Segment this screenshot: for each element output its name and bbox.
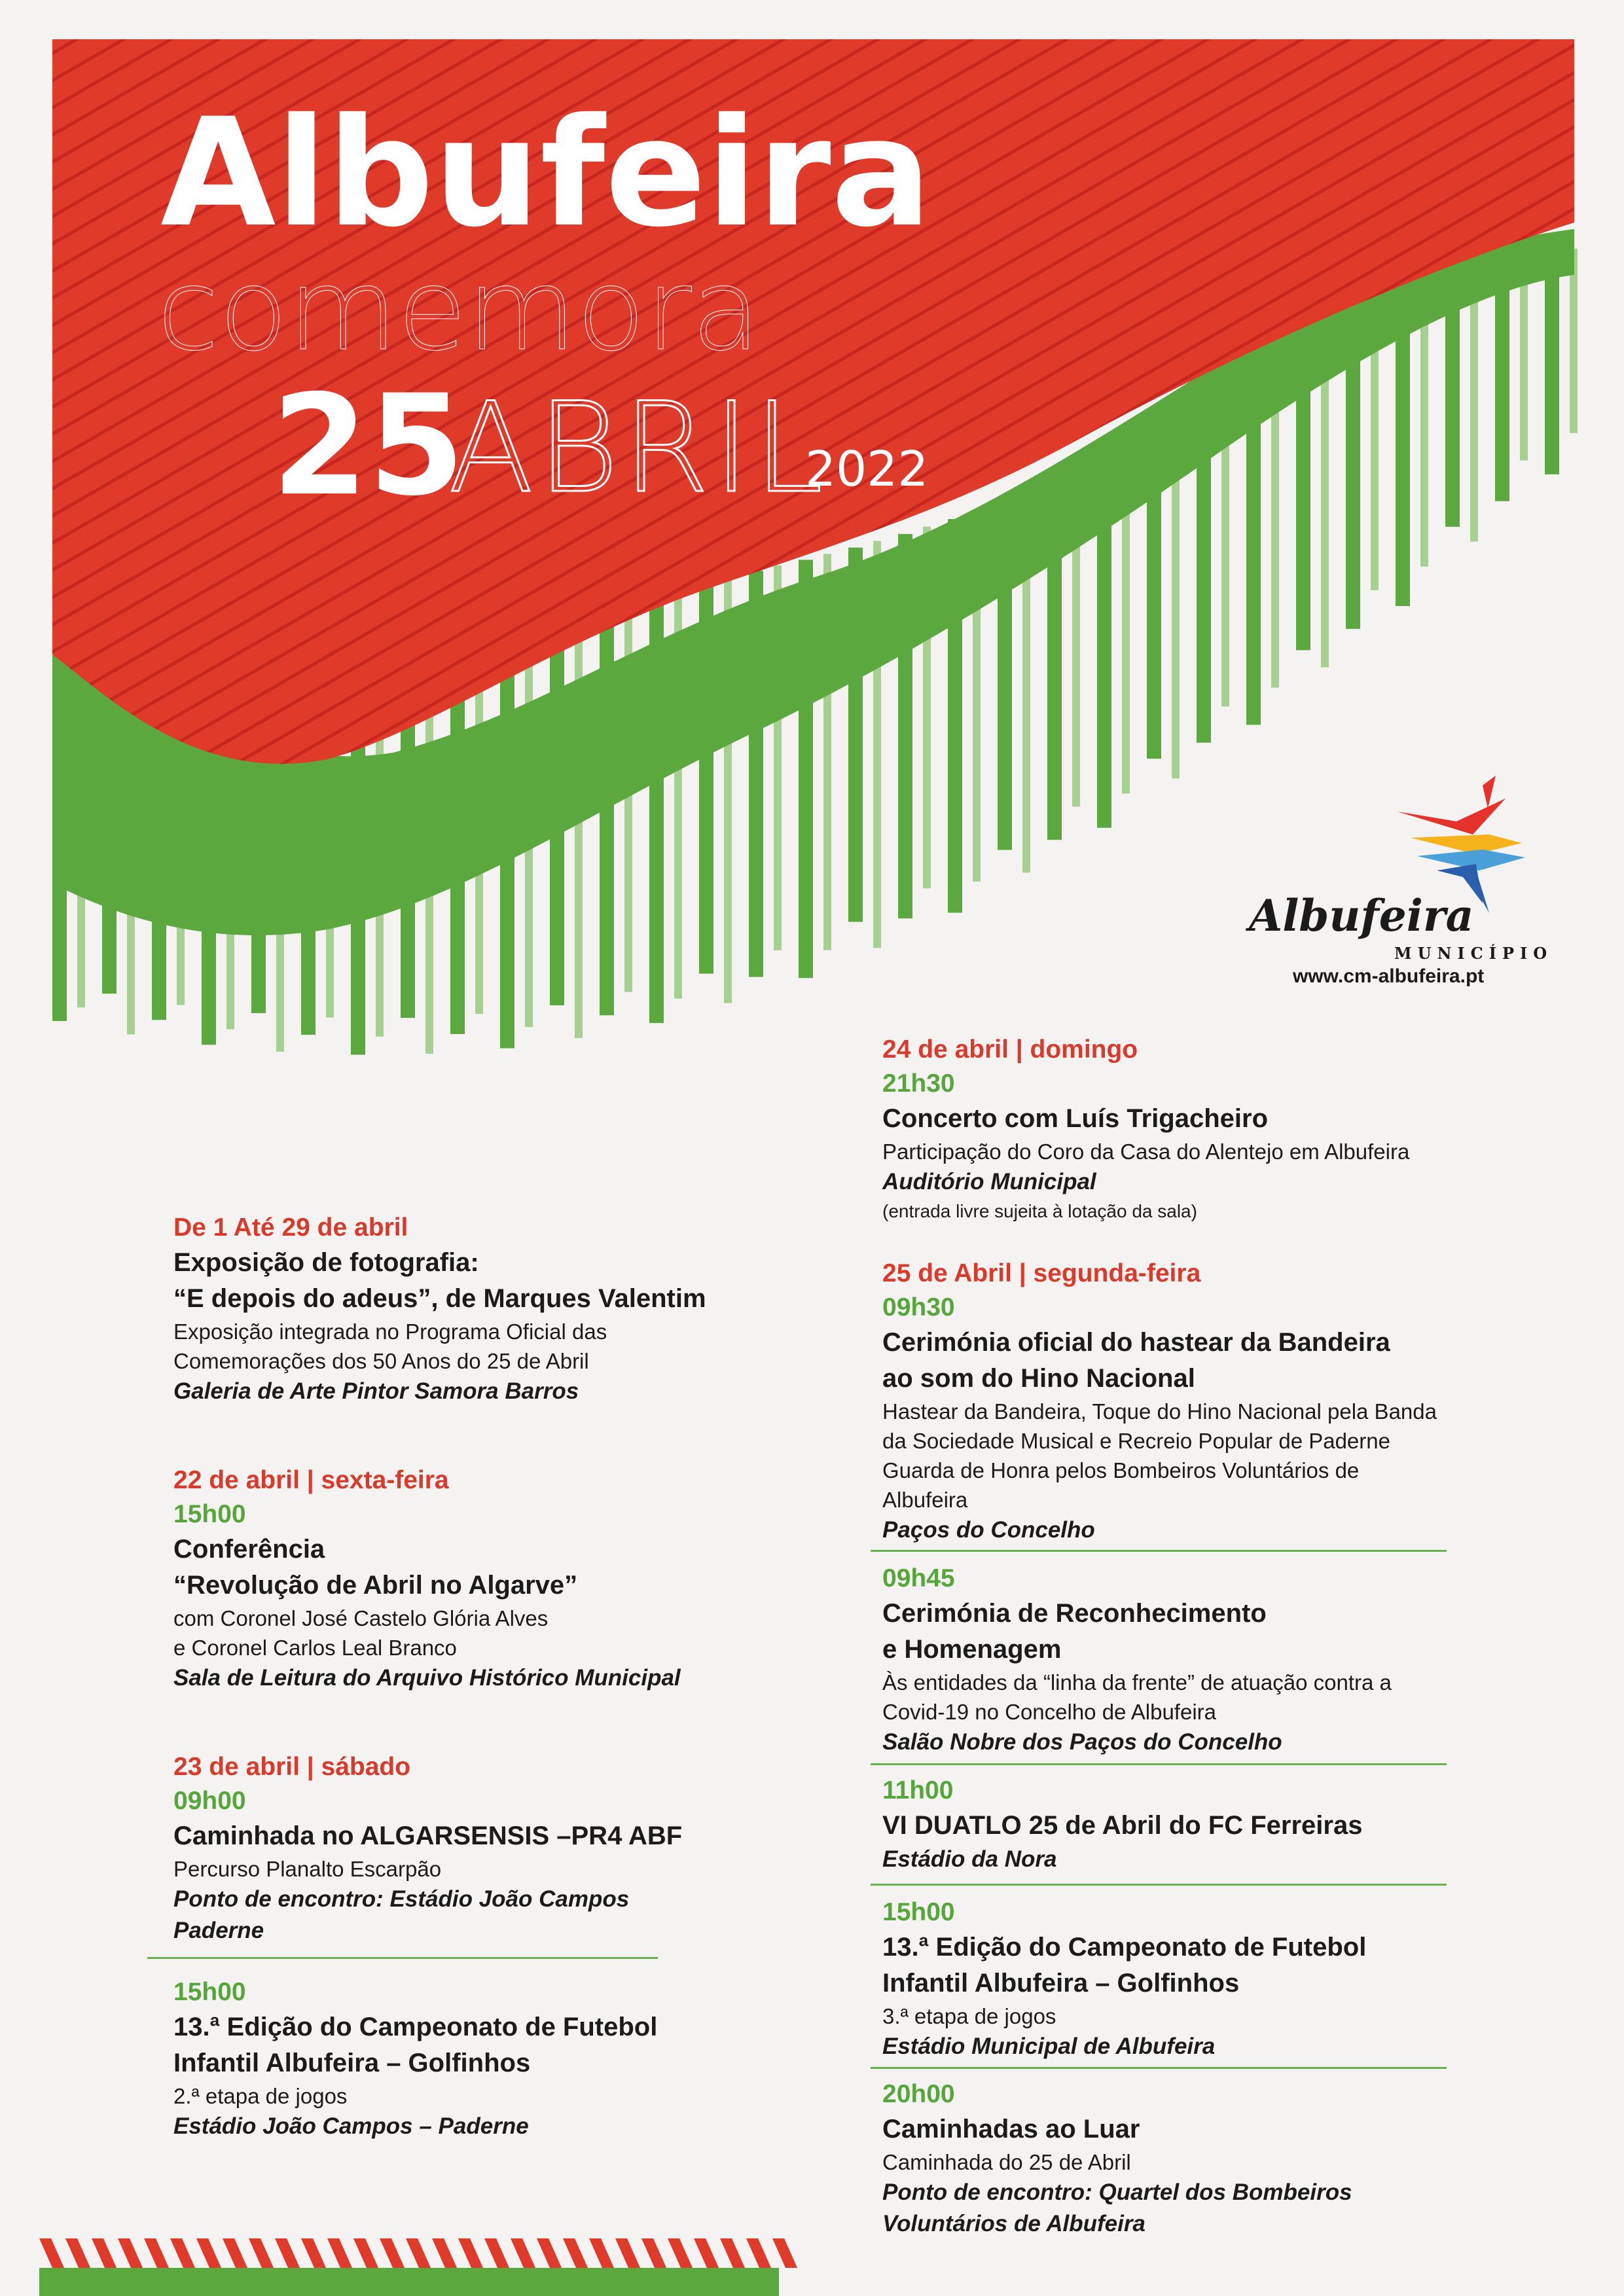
website-link[interactable]: www.cm-albufeira.pt — [1293, 965, 1485, 987]
event-walk — [173, 1750, 682, 1946]
event-title: 13.ª Edição do Campeonato de Futebol — [173, 2013, 658, 2041]
event-date: De 1 Até 29 de abril — [173, 1213, 408, 1242]
event-location: Salão Nobre dos Paços do Concelho — [882, 1729, 1282, 1755]
event-description: com Coronel José Castelo Glória Alves — [173, 1606, 549, 1630]
event-description: Caminhada do 25 de Abril — [882, 2150, 1131, 2174]
hero-subtitle: comemora — [157, 244, 761, 376]
event-title: Caminhada no ALGARSENSIS –PR4 ABF — [173, 1821, 683, 1850]
event-description: 2.ª etapa de jogos — [173, 2084, 348, 2108]
event-description: e Coronel Carlos Leal Branco — [173, 1636, 457, 1660]
event-time: 15h00 — [173, 1500, 246, 1528]
event-location: Estádio Municipal de Albufeira — [882, 2034, 1216, 2059]
event-location: Ponto de encontro: Estádio João Campos — [173, 1886, 630, 1912]
logo-name: Albufeira — [1249, 890, 1474, 941]
bottom-stripe-strip — [39, 2238, 797, 2296]
event-time: 21h30 — [882, 1069, 955, 1098]
event-time: 09h00 — [173, 1787, 246, 1815]
event-date: 25 de Abril | segunda-feira — [882, 1259, 1201, 1287]
event-concert — [882, 1033, 1409, 1225]
event-title: Cerimónia de Reconhecimento — [882, 1599, 1267, 1628]
event-description: 3.ª etapa de jogos — [882, 2004, 1056, 2028]
event-title: Concerto com Luís Trigacheiro — [882, 1104, 1269, 1133]
event-title: Infantil Albufeira – Golfinhos — [882, 1969, 1240, 1998]
event-location: Voluntários de Albufeira — [882, 2211, 1146, 2236]
event-title: “E depois do adeus”, de Marques Valentim — [173, 1284, 706, 1313]
event-title: Caminhadas ao Luar — [882, 2115, 1140, 2144]
event-title: “Revolução de Abril no Algarve” — [173, 1571, 578, 1600]
event-location: Paços do Concelho — [882, 1517, 1095, 1543]
event-date: 23 de abril | sábado — [173, 1753, 411, 1781]
event-title: Infantil Albufeira – Golfinhos — [173, 2049, 531, 2077]
event-moonlight-walk — [882, 2077, 1352, 2240]
event-location: Auditório Municipal — [882, 1169, 1096, 1194]
hero-month: ABRIL — [448, 376, 827, 520]
event-location: Ponto de encontro: Quartel dos Bombeiros — [882, 2179, 1352, 2205]
event-flag-ceremony — [882, 1257, 1437, 1546]
event-description: Comemorações dos 50 Anos do 25 de Abril — [173, 1349, 589, 1373]
event-date: 24 de abril | domingo — [882, 1035, 1138, 1064]
event-time: 11h00 — [882, 1776, 954, 1804]
event-exhibition — [173, 1211, 706, 1407]
event-title: ao som do Hino Nacional — [882, 1364, 1195, 1393]
event-time: 15h00 — [882, 1898, 955, 1926]
event-time: 09h30 — [882, 1293, 955, 1321]
event-duathlon — [882, 1774, 1362, 1875]
event-description: Percurso Planalto Escarpão — [173, 1857, 442, 1881]
event-location: Estádio da Nora — [882, 1846, 1057, 1872]
event-location: Estádio João Campos – Paderne — [173, 2113, 529, 2139]
event-description: Exposição integrada no Programa Oficial das — [173, 1319, 607, 1344]
event-location: Sala de Leitura do Arquivo Histórico Municipal — [173, 1665, 681, 1691]
event-time: 09h45 — [882, 1564, 955, 1592]
divider — [871, 1763, 1447, 1765]
event-location: Galeria de Arte Pintor Samora Barros — [173, 1378, 579, 1404]
hero-title: Albufeira — [160, 86, 932, 260]
divider — [871, 1884, 1447, 1886]
event-description: Albufeira — [882, 1488, 968, 1512]
event-date: 22 de abril | sexta-feira — [173, 1466, 449, 1494]
event-recognition-ceremony — [882, 1562, 1392, 1758]
event-title: Exposição de fotografia: — [173, 1248, 479, 1277]
event-time: 15h00 — [173, 1978, 246, 2006]
divider — [147, 1957, 658, 1959]
divider — [871, 1550, 1447, 1552]
event-title: e Homenagem — [882, 1635, 1062, 1664]
event-title: Conferência — [173, 1535, 325, 1564]
divider — [871, 2067, 1447, 2069]
event-description: Hastear da Bandeira, Toque do Hino Nacional pela Banda — [882, 1399, 1437, 1424]
event-football — [173, 1975, 657, 2142]
event-football — [882, 1895, 1366, 2062]
event-title: Cerimónia oficial do hastear da Bandeira — [882, 1328, 1390, 1357]
event-title: 13.ª Edição do Campeonato de Futebol — [882, 1933, 1367, 1962]
event-description: Covid-19 no Concelho de Albufeira — [882, 1700, 1217, 1724]
event-location: Paderne — [173, 1918, 264, 1943]
event-description: Às entidades da “linha da frente” de atuação contra a — [882, 1670, 1392, 1695]
hero-day: 25 — [272, 365, 465, 526]
event-title: VI DUATLO 25 de Abril do FC Ferreiras — [882, 1811, 1363, 1840]
event-description: da Sociedade Musical e Recreio Popular de Paderne — [882, 1429, 1390, 1453]
event-description: Participação do Coro da Casa do Alentejo em Albufeira — [882, 1139, 1410, 1164]
event-note: (entrada livre sujeita à lotação da sala) — [882, 1201, 1197, 1221]
event-conference — [173, 1463, 681, 1694]
hero-year: 2022 — [805, 441, 929, 497]
event-description: Guarda de Honra pelos Bombeiros Voluntários de — [882, 1458, 1360, 1482]
event-time: 20h00 — [882, 2080, 955, 2108]
logo-tagline: MUNICÍPIO — [1394, 944, 1553, 963]
